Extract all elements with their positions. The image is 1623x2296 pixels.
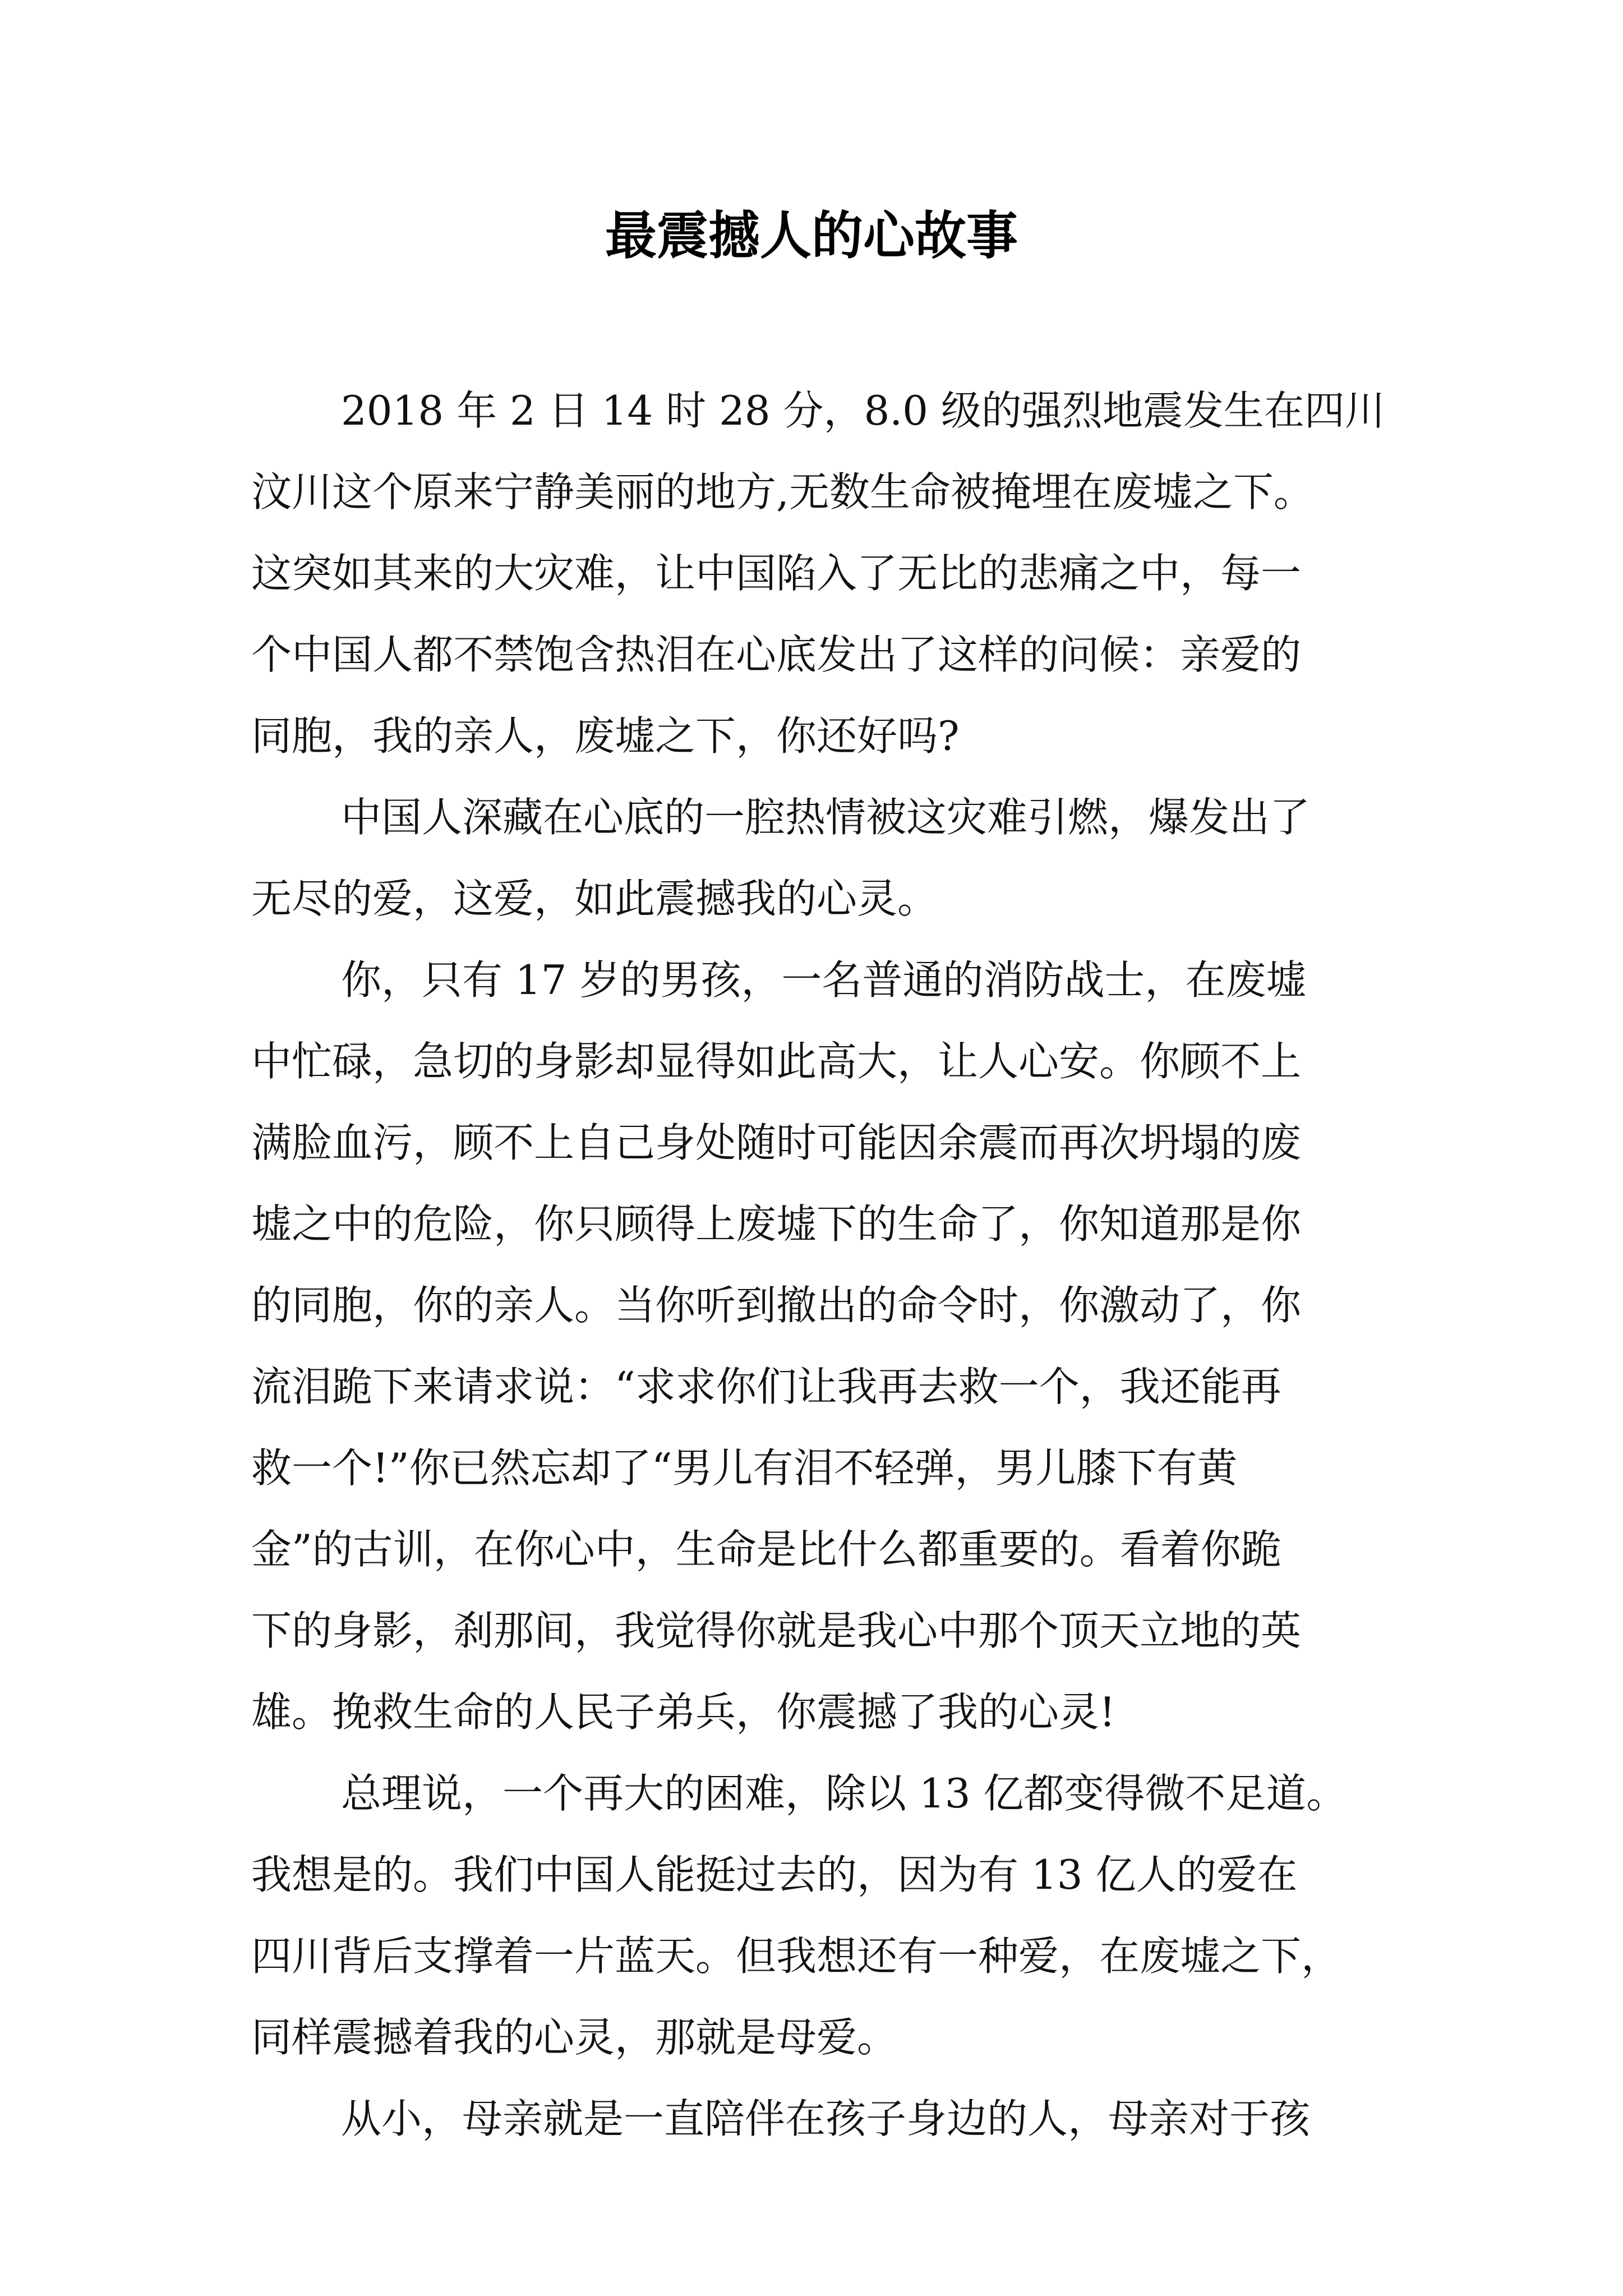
- text-line: 中忙碌，急切的身影却显得如此高大，让人心安。你顾不上: [251, 1038, 1302, 1085]
- text-line: 你，只有 17 岁的男孩，一名普通的消防战士，在废墟: [341, 956, 1307, 1004]
- document-body: [251, 370, 1385, 2160]
- text-line: 的同胞，你的亲人。当你听到撤出的命令时，你激动了，你: [251, 1282, 1302, 1329]
- text-line: 从小，母亲就是一直陪伴在孩子身边的人，母亲对于孩: [341, 2095, 1311, 2142]
- paragraph-5: [251, 2078, 1373, 2160]
- text-line: 救一个!”你已然忘却了“男儿有泪不轻弹，男儿膝下有黄: [251, 1444, 1238, 1492]
- text-line: 个中国人都不禁饱含热泪在心底发出了这样的问候：亲爱的: [251, 631, 1302, 678]
- text-line: 下的身影，刹那间，我觉得你就是我心中那个顶天立地的英: [251, 1607, 1302, 1654]
- text-line: 同胞，我的亲人，废墟之下，你还好吗?: [251, 712, 960, 760]
- text-line: 汶川这个原来宁静美丽的地方,无数生命被掩埋在废墟之下。: [251, 468, 1314, 516]
- text-line: 雄。挽救生命的人民子弟兵，你震撼了我的心灵!: [251, 1688, 1115, 1736]
- text-line: 四川背后支撑着一片蓝天。但我想还有一种爱，在废墟之下，: [251, 1932, 1342, 1980]
- text-line: 中国人深藏在心底的一腔热情被这灾难引燃，爆发出了: [341, 794, 1311, 841]
- text-line: 满脸血污，顾不上自己身处随时可能因余震而再次坍塌的废: [251, 1119, 1302, 1166]
- text-line: 同样震撼着我的心灵，那就是母爱。: [251, 2014, 898, 2061]
- text-line: 流泪跪下来请求说：“求求你们让我再去救一个，我还能再: [251, 1363, 1281, 1410]
- text-line: 金”的古训，在你心中，生命是比什么都重要的。看着你跪: [251, 1526, 1281, 1573]
- text-line: 总理说，一个再大的困难，除以 13 亿都变得微不足道。: [341, 1770, 1347, 1817]
- text-line: 这突如其来的大灾难，让中国陷入了无比的悲痛之中，每一: [251, 550, 1302, 597]
- text-line: 无尽的爱，这爱，如此震撼我的心灵。: [251, 875, 938, 922]
- paragraph-4: [251, 1753, 1373, 2078]
- text-line: 我想是的。我们中国人能挺过去的，因为有 13 亿人的爱在: [251, 1851, 1298, 1898]
- text-line: 墟之中的危险，你只顾得上废墟下的生命了，你知道那是你: [251, 1200, 1302, 1248]
- document-title: 最震撼人的心故事: [605, 205, 1018, 266]
- paragraph-1: [251, 370, 1385, 777]
- text-line: 2018 年 2 日 14 时 28 分，8.0 级的强烈地震发生在四川: [341, 387, 1385, 434]
- paragraph-3: [251, 940, 1373, 1753]
- paragraph-2: [251, 777, 1373, 940]
